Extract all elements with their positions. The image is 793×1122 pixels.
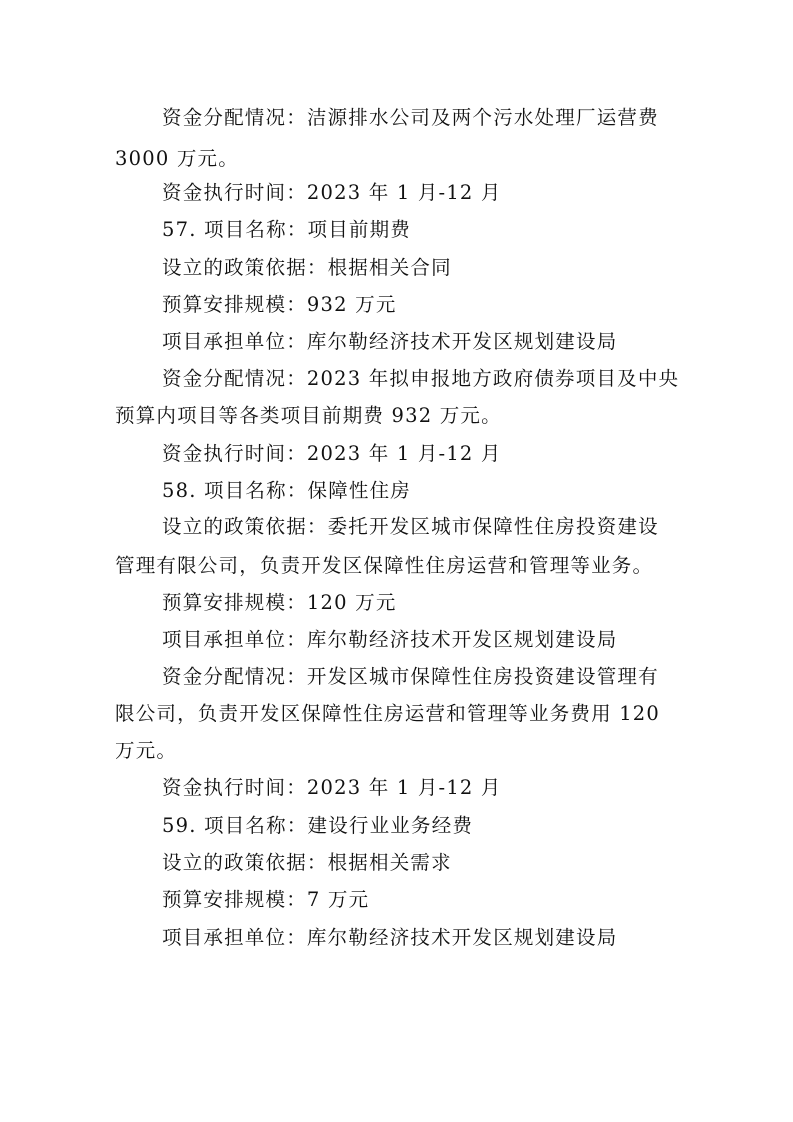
text-line: 资金分配情况：洁源排水公司及两个污水处理厂运营费 [162,106,659,129]
text-line: 预算安排规模：932 万元 [162,293,397,316]
text-line: 预算安排规模：7 万元 [162,888,370,911]
text-line: 项目承担单位：库尔勒经济技术开发区规划建设局 [162,330,618,353]
text-line: 58. 项目名称：保障性住房 [162,479,412,502]
text-line: 资金执行时间：2023 年 1 月-12 月 [162,776,502,799]
text-line: 资金分配情况：开发区城市保障性住房投资建设管理有 [162,665,659,688]
text-line: 预算安排规模：120 万元 [162,591,397,614]
text-line: 59. 项目名称：建设行业业务经费 [162,814,474,837]
text-line: 设立的政策依据：根据相关合同 [162,256,452,279]
text-line: 管理有限公司，负责开发区保障性住房运营和管理等业务。 [115,554,654,577]
text-line: 资金分配情况：2023 年拟申报地方政府债券项目及中央 [162,367,680,390]
text-line: 57. 项目名称：项目前期费 [162,218,412,241]
text-line: 项目承担单位：库尔勒经济技术开发区规划建设局 [162,926,618,949]
text-line: 资金执行时间：2023 年 1 月-12 月 [162,442,502,465]
text-line: 万元。 [115,739,178,762]
text-line: 预算内项目等各类项目前期费 932 万元。 [115,404,502,427]
text-line: 设立的政策依据：根据相关需求 [162,851,452,874]
text-line: 资金执行时间：2023 年 1 月-12 月 [162,181,502,204]
text-line: 限公司，负责开发区保障性住房运营和管理等业务费用 120 [115,702,661,725]
text-line: 设立的政策依据：委托开发区城市保障性住房投资建设 [162,515,659,538]
text-line: 3000 万元。 [115,147,239,170]
text-line: 项目承担单位：库尔勒经济技术开发区规划建设局 [162,628,618,651]
